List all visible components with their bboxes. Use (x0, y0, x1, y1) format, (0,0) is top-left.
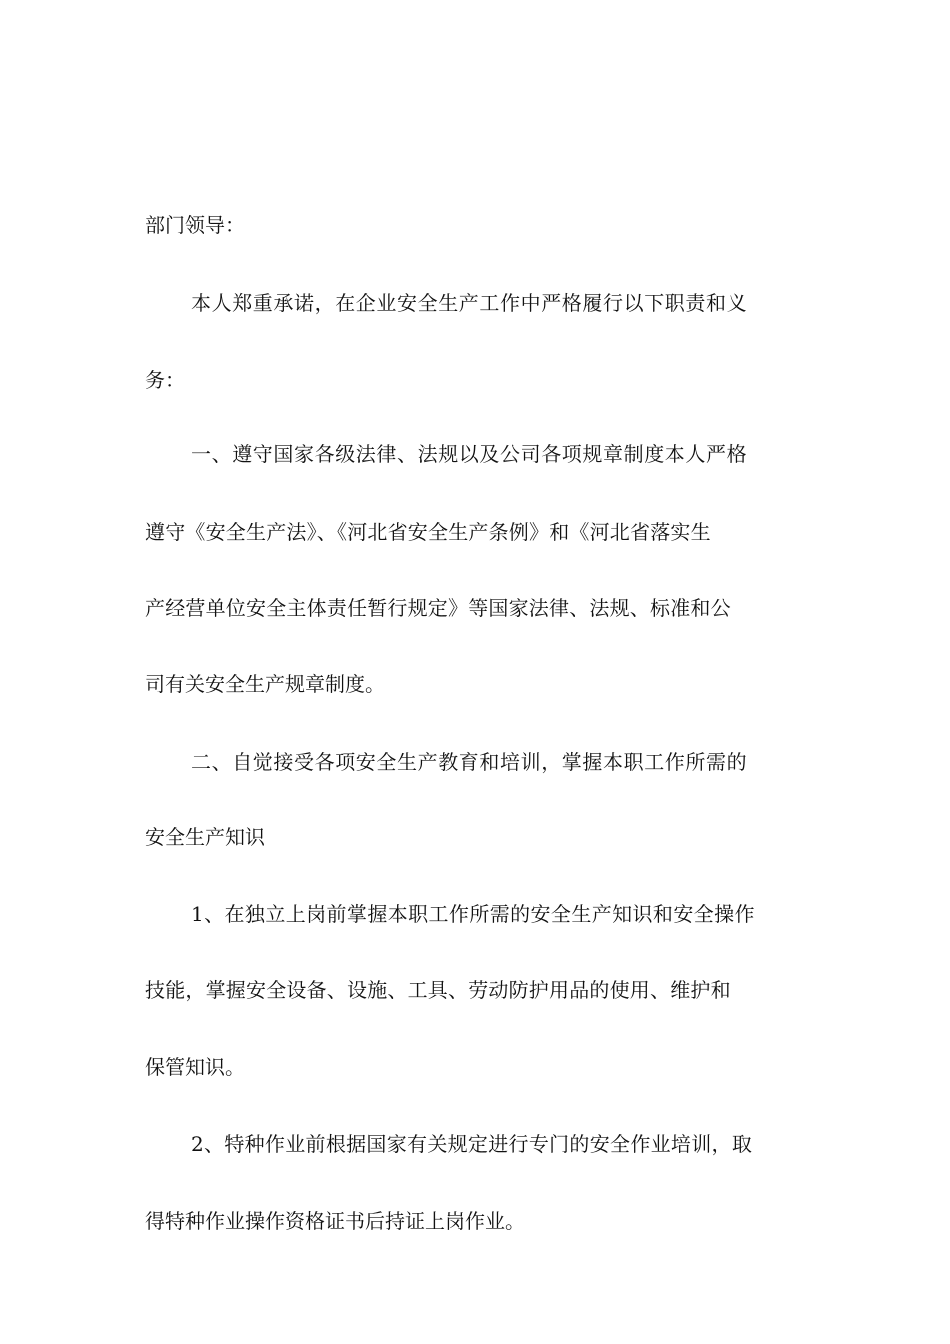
pledge-intro-line-2: 务： (145, 368, 185, 392)
item-2-line-2: 得特种作业操作资格证书后持证上岗作业。 (145, 1209, 525, 1233)
section-1-line-3: 产经营单位安全主体责任暂行规定》等国家法律、法规、标准和公 (145, 596, 731, 620)
item-1-line-3: 保管知识。 (145, 1055, 245, 1079)
item-1-line-1: 1、在独立上岗前掌握本职工作所需的安全生产知识和安全操作 (191, 902, 755, 926)
section-2-line-1: 二、自觉接受各项安全生产教育和培训，掌握本职工作所需的 (191, 750, 748, 774)
salutation: 部门领导： (145, 213, 245, 237)
item-2-line-1: 2、特种作业前根据国家有关规定进行专门的安全作业培训，取 (191, 1132, 753, 1156)
section-2-line-2: 安全生产知识 (145, 825, 265, 849)
section-1-line-4: 司有关安全生产规章制度。 (145, 672, 385, 696)
item-1-line-2: 技能，掌握安全设备、设施、工具、劳动防护用品的使用、维护和 (145, 978, 731, 1002)
section-1-line-2: 遵守《安全生产法》、《河北省安全生产条例》和《河北省落实生 (145, 520, 711, 544)
pledge-intro-line-1: 本人郑重承诺，在企业安全生产工作中严格履行以下职责和义 (191, 291, 748, 315)
section-1-line-1: 一、遵守国家各级法律、法规以及公司各项规章制度本人严格 (191, 442, 748, 466)
